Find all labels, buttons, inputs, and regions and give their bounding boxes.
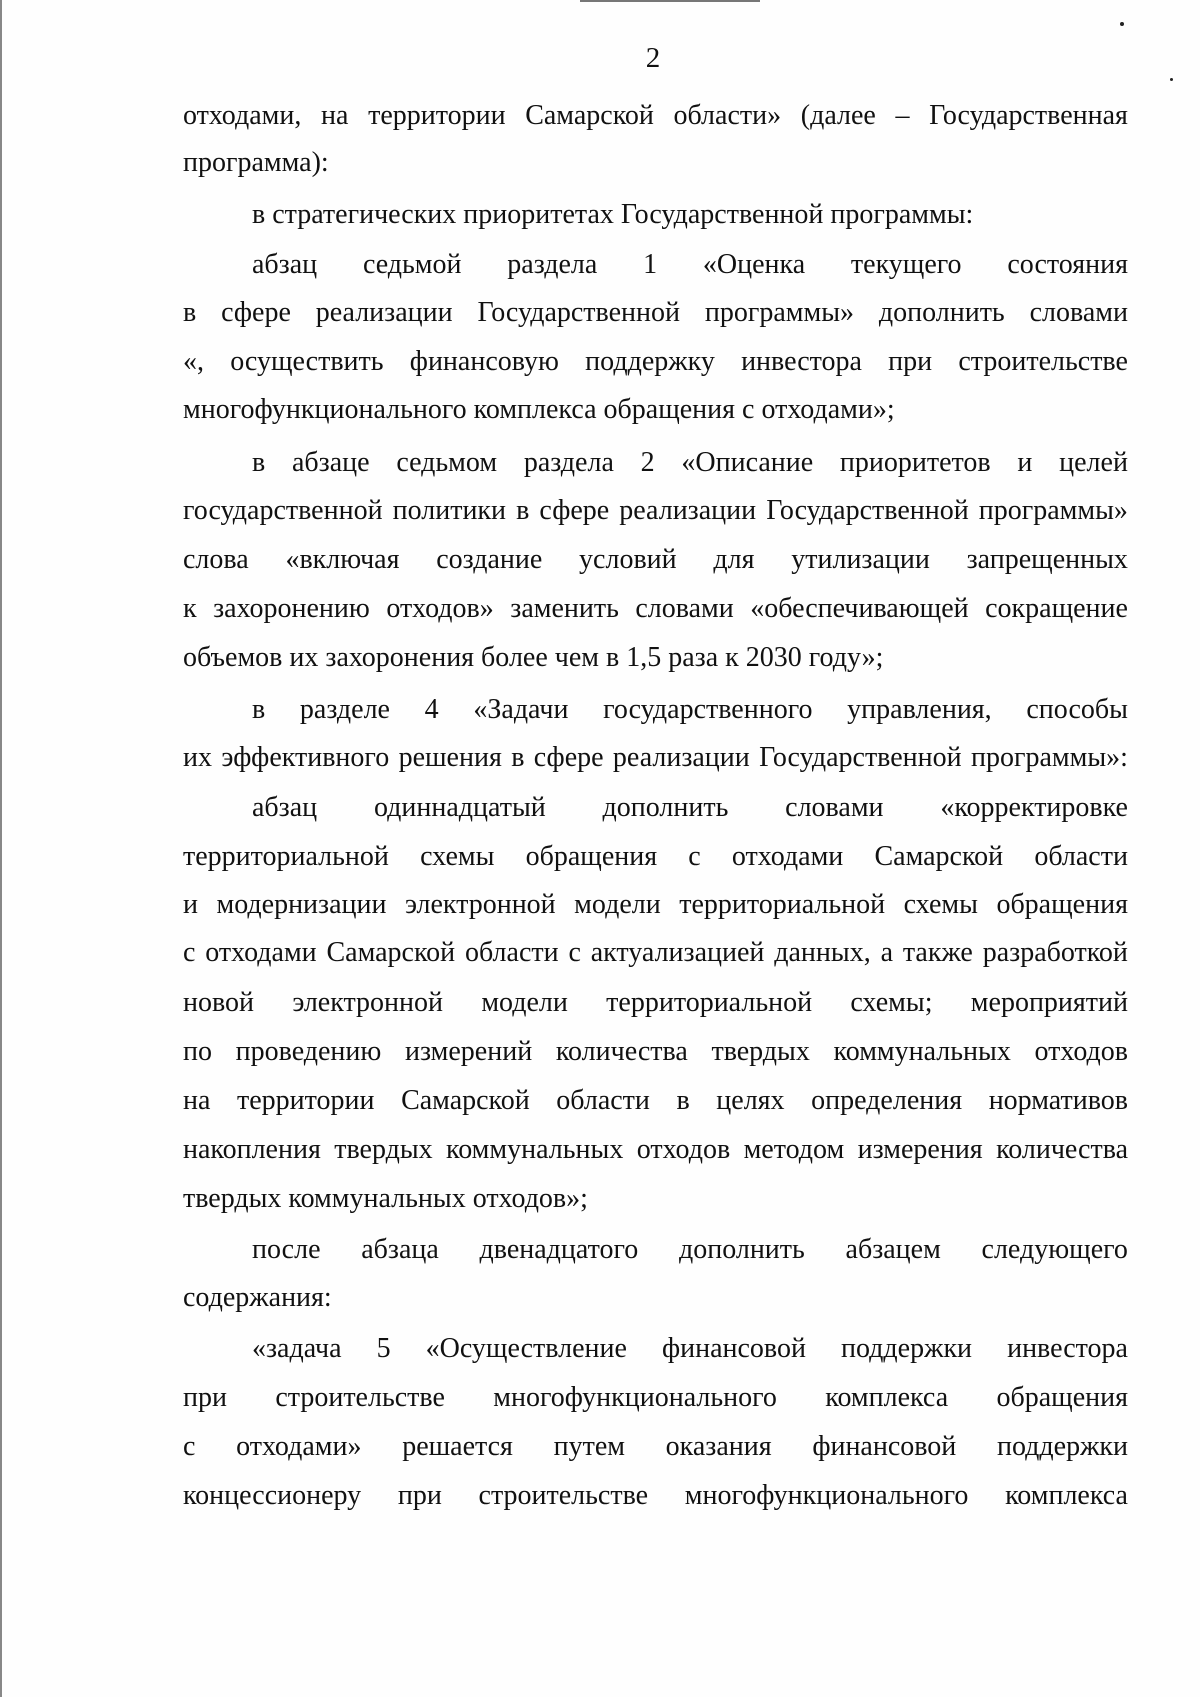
text-line: твердых коммунальных отходов»;	[183, 1183, 588, 1214]
text-line: их эффективного решения в сфере реализации Государственной программы»:	[183, 742, 1128, 773]
text-line: и модернизации электронной модели территориальной схемы обращения	[183, 889, 1128, 920]
text-line: территориальной схемы обращения с отходами Самарской области	[183, 841, 1128, 872]
scan-left-edge	[0, 0, 2, 1697]
text-line: объемов их захоронения более чем в 1,5 раза к 2030 году»;	[183, 642, 884, 673]
text-line: на территории Самарской области в целях определения нормативов	[183, 1085, 1128, 1116]
scan-speck	[1120, 22, 1124, 26]
text-line: «задача 5 «Осуществление финансовой поддержки инвестора	[252, 1333, 1128, 1364]
text-line: абзац одиннадцатый дополнить словами «корректировке	[252, 792, 1128, 823]
text-line: содержания:	[183, 1282, 332, 1313]
page-number: 2	[645, 42, 661, 74]
text-line: в сфере реализации Государственной программы» дополнить словами	[183, 297, 1128, 328]
text-line: отходами, на территории Самарской области» (далее – Государственная	[183, 100, 1128, 131]
text-line: слова «включая создание условий для утилизации запрещенных	[183, 544, 1128, 575]
text-line: новой электронной модели территориальной схемы; мероприятий	[183, 987, 1128, 1018]
text-line: концессионеру при строительстве многофункционального комплекса	[183, 1480, 1128, 1511]
text-line: в разделе 4 «Задачи государственного управления, способы	[252, 694, 1128, 725]
text-line: по проведению измерений количества твердых коммунальных отходов	[183, 1036, 1128, 1067]
text-line: программа):	[183, 147, 329, 178]
text-line: с отходами Самарской области с актуализацией данных, а также разработкой	[183, 937, 1128, 968]
text-line: с отходами» решается путем оказания финансовой поддержки	[183, 1431, 1128, 1462]
text-line: государственной политики в сфере реализации Государственной программы»	[183, 495, 1128, 526]
text-line: при строительстве многофункционального комплекса обращения	[183, 1382, 1128, 1413]
text-line: «, осуществить финансовую поддержку инвестора при строительстве	[183, 346, 1128, 377]
text-line: к захоронению отходов» заменить словами «обеспечивающей сокращение	[183, 593, 1128, 624]
text-line: после абзаца двенадцатого дополнить абзацем следующего	[252, 1234, 1128, 1265]
text-line: абзац седьмой раздела 1 «Оценка текущего состояния	[252, 249, 1128, 280]
text-line: многофункционального комплекса обращения с отходами»;	[183, 394, 895, 425]
text-line: в абзаце седьмом раздела 2 «Описание приоритетов и целей	[252, 447, 1128, 478]
scan-speck	[1170, 78, 1173, 81]
scan-top-rule	[580, 0, 760, 2]
text-line: накопления твердых коммунальных отходов методом измерения количества	[183, 1134, 1128, 1165]
text-line: в стратегических приоритетах Государственной программы:	[252, 199, 974, 230]
